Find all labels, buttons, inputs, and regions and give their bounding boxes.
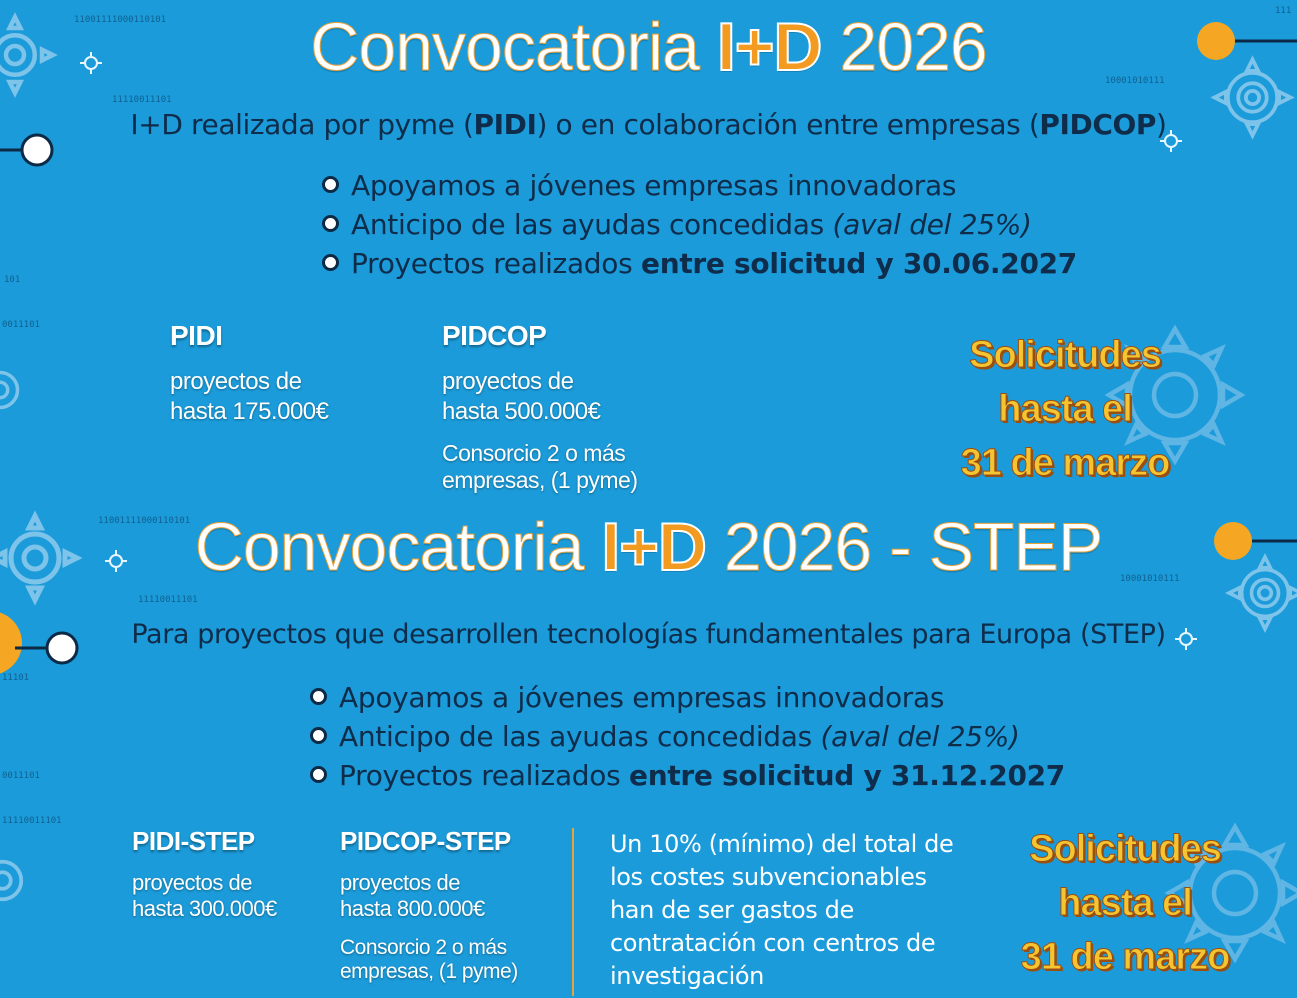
pidi-step-heading: PIDI-STEP	[132, 826, 255, 856]
pidcop-step-heading: PIDCOP-STEP	[340, 826, 511, 856]
pidcop-consortium: Consorcio 2 o más empresas, (1 pyme)	[442, 440, 638, 493]
pidcop-step-consortium: Consorcio 2 o más empresas, (1 pyme)	[340, 936, 518, 983]
bullet-icon	[310, 766, 327, 783]
binary-decoration: 11101	[2, 673, 30, 683]
list-item: Anticipo de las ayudas concedidas (aval del 25%)	[322, 205, 1077, 244]
banner-id-2026-step	[0, 498, 1297, 998]
page-title: Convocatoria I+D 2026 - STEP	[194, 509, 1103, 585]
binary-decoration: 10001010111	[1120, 574, 1180, 584]
pidcop-description: proyectos de hasta 500.000€	[442, 368, 601, 425]
binary-decoration: 11001111000110101	[74, 15, 167, 25]
bullet-icon	[322, 254, 339, 271]
pidi-heading: PIDI	[170, 320, 223, 351]
bullet-icon	[310, 688, 327, 705]
divider	[572, 828, 574, 996]
gear-icon	[0, 355, 35, 425]
pidi-step-description: proyectos de hasta 300.000€	[132, 870, 277, 921]
binary-decoration: 11001111000110101	[98, 516, 191, 526]
binary-decoration: 0011101	[2, 771, 40, 781]
title-accent: I+D	[601, 509, 707, 585]
binary-decoration: 0011101	[2, 320, 40, 330]
bullet-icon	[322, 215, 339, 232]
binary-decoration: 11110011101	[2, 816, 62, 826]
page-title: Convocatoria I+D 2026	[310, 9, 987, 85]
list-item: Proyectos realizados entre solicitud y 30.06.2027	[322, 244, 1077, 283]
binary-decoration: 10001010111	[1105, 76, 1165, 86]
title-accent: I+D	[716, 9, 822, 85]
research-cost-note: Un 10% (mínimo) del total de los costes subvencionables han de ser gastos de contratación con centros de investigación	[610, 830, 954, 990]
benefits-list	[322, 166, 1077, 283]
pidcop-heading: PIDCOP	[442, 320, 547, 351]
pidi-description: proyectos de hasta 175.000€	[170, 368, 329, 425]
binary-decoration: 11110011101	[138, 595, 198, 605]
binary-decoration: 11110011101	[112, 95, 172, 105]
subtitle: Para proyectos que desarrollen tecnologías fundamentales para Europa (STEP)	[131, 619, 1166, 650]
binary-decoration: 101	[4, 275, 21, 285]
banner-id-2026	[0, 0, 1297, 498]
list-item: Proyectos realizados entre solicitud y 31.12.2027	[310, 756, 1065, 795]
benefits-list	[310, 678, 1065, 795]
pidcop-step-description: proyectos de hasta 800.000€	[340, 870, 485, 921]
list-item: Apoyamos a jóvenes empresas innovadoras	[310, 678, 1065, 717]
bullet-icon	[322, 176, 339, 193]
deadline-badge: Solicitudes hasta el 31 de marzo	[1020, 828, 1230, 978]
list-item: Apoyamos a jóvenes empresas innovadoras	[322, 166, 1077, 205]
gear-icon	[0, 843, 40, 918]
list-item: Anticipo de las ayudas concedidas (aval del 25%)	[310, 717, 1065, 756]
subtitle: I+D realizada por pyme (PIDI) o en colaboración entre empresas (PIDCOP)	[130, 108, 1167, 141]
binary-decoration: 111	[1275, 6, 1292, 16]
bullet-icon	[310, 727, 327, 744]
deadline-badge: Solicitudes hasta el 31 de marzo	[960, 334, 1170, 484]
